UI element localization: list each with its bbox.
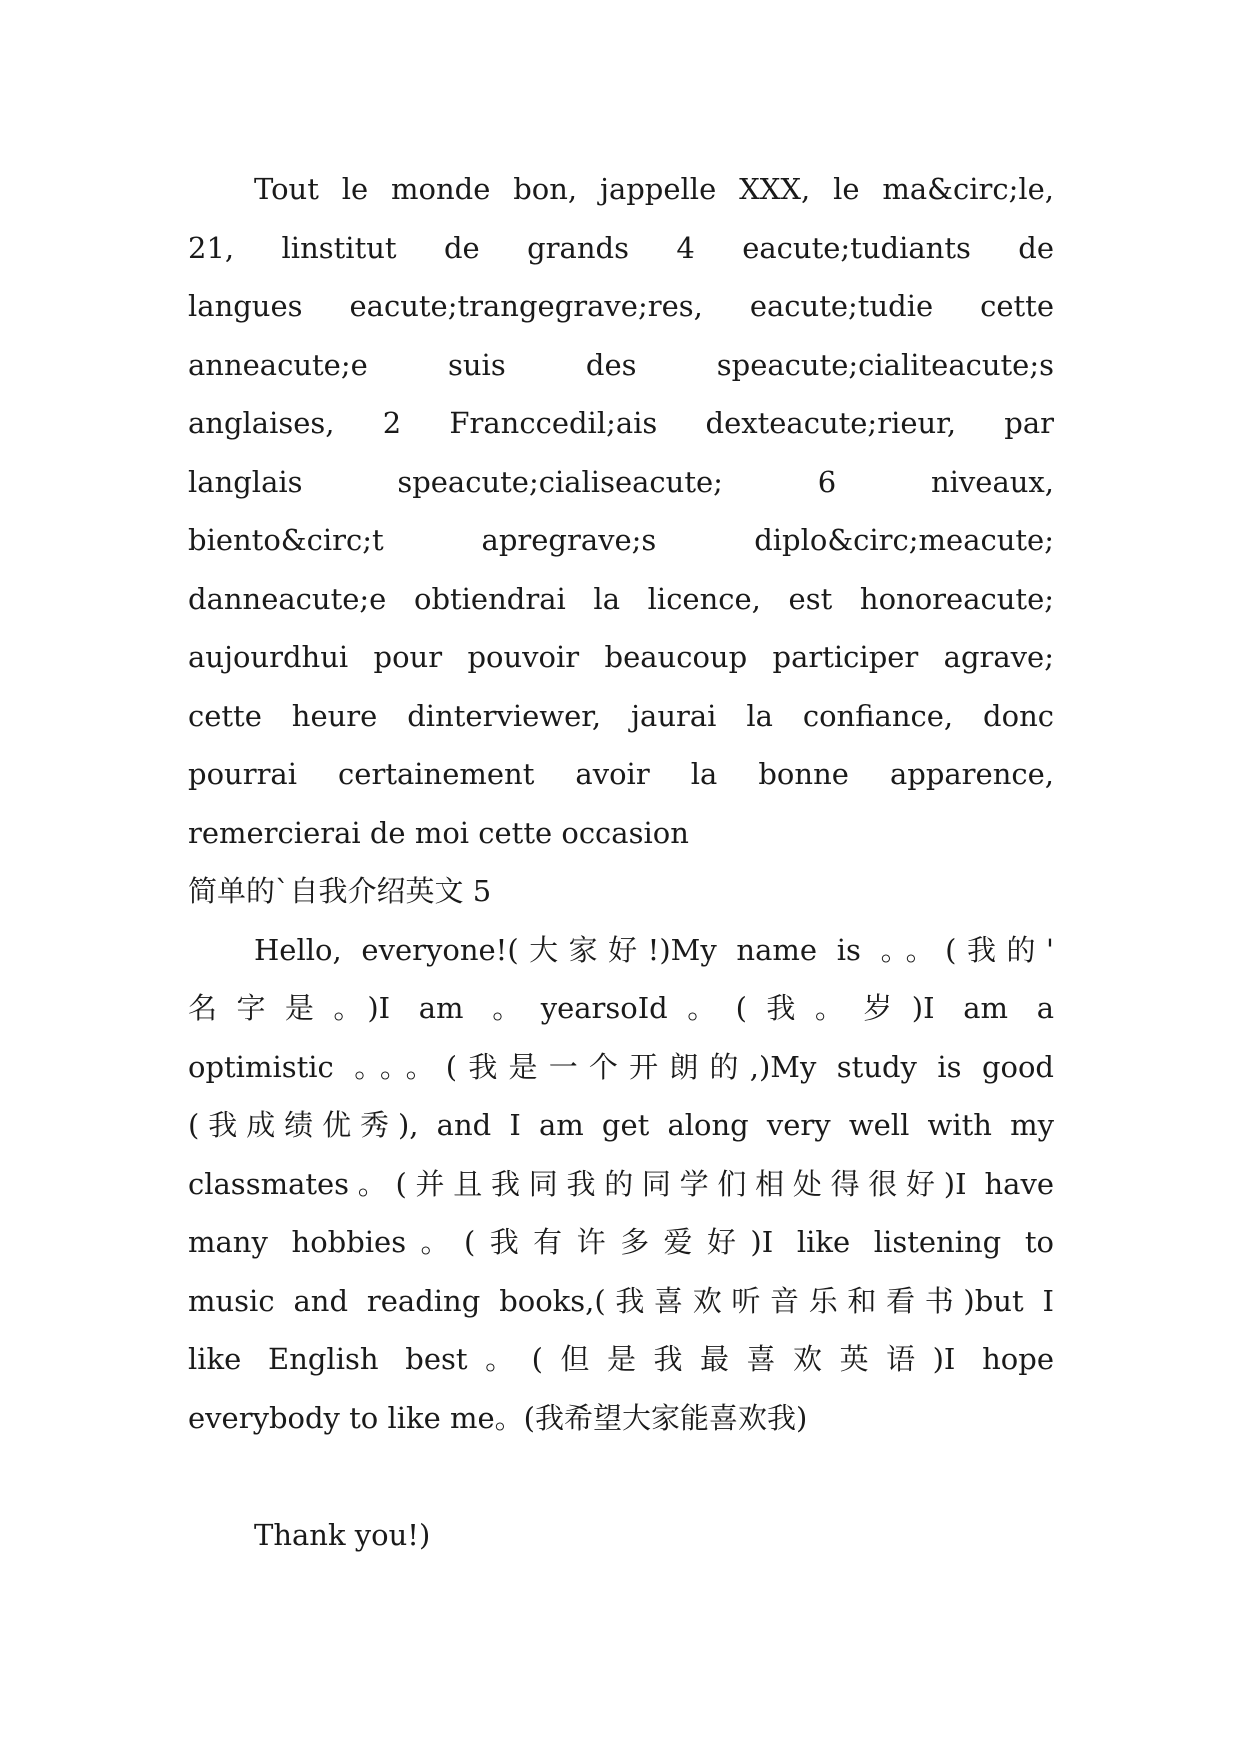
- text-line: (我成绩优秀), and I am get along very well with my: [188, 1108, 1054, 1142]
- french-paragraph: [188, 160, 1054, 862]
- paragraph-spacer: [188, 1447, 1054, 1506]
- closing-line: Thank you!): [254, 1517, 431, 1552]
- document-page: [188, 160, 1054, 1564]
- text-line: everybody to like me。(我希望大家能喜欢我): [188, 1400, 808, 1435]
- text-line: anneacute;e suis des speacute;cialiteacute;s: [188, 347, 1054, 382]
- text-line: optimistic 。。。(我是一个开朗的,)My study is good: [188, 1049, 1054, 1084]
- english-paragraph: [188, 921, 1054, 1448]
- text-line: cette heure dinterviewer, jaurai la confiance, donc: [188, 698, 1054, 733]
- text-line: Hello, everyone!(大家好!)My name is 。。(我的': [254, 932, 1054, 967]
- text-line: 名字是。)I am 。yearsoId。(我。岁)I am a: [188, 991, 1054, 1025]
- text-line: pourrai certainement avoir la bonne apparence,: [188, 757, 1054, 791]
- text-line: 21, linstitut de grands 4 eacute;tudiants de: [188, 230, 1054, 265]
- text-line: biento&circ;t apregrave;s diplo&circ;meacute;: [188, 523, 1054, 557]
- text-line: langlais speacute;cialiseacute; 6 niveaux,: [188, 464, 1054, 499]
- section-heading: 简单的`自我介绍英文 5: [188, 874, 492, 908]
- text-line: aujourdhui pour pouvoir beaucoup participer agrave;: [188, 640, 1054, 674]
- text-line: like English best。(但是我最喜欢英语)I hope: [188, 1342, 1054, 1376]
- text-line: anglaises, 2 Franccedil;ais dexteacute;rieur, par: [188, 406, 1054, 440]
- text-line: Tout le monde bon, jappelle XXX, le ma&circ;le,: [254, 172, 1054, 206]
- text-line: langues eacute;trangegrave;res, eacute;tudie cette: [188, 289, 1054, 323]
- text-line: classmates。(并且我同我的同学们相处得很好)I have: [188, 1166, 1054, 1201]
- text-line: danneacute;e obtiendrai la licence, est honoreacute;: [188, 581, 1054, 616]
- text-line: many hobbies。(我有许多爱好)I like listening to: [188, 1225, 1054, 1259]
- text-line: remercierai de moi cette occasion: [188, 815, 689, 850]
- text-line: music and reading books,(我喜欢听音乐和看书)but I: [188, 1283, 1054, 1318]
